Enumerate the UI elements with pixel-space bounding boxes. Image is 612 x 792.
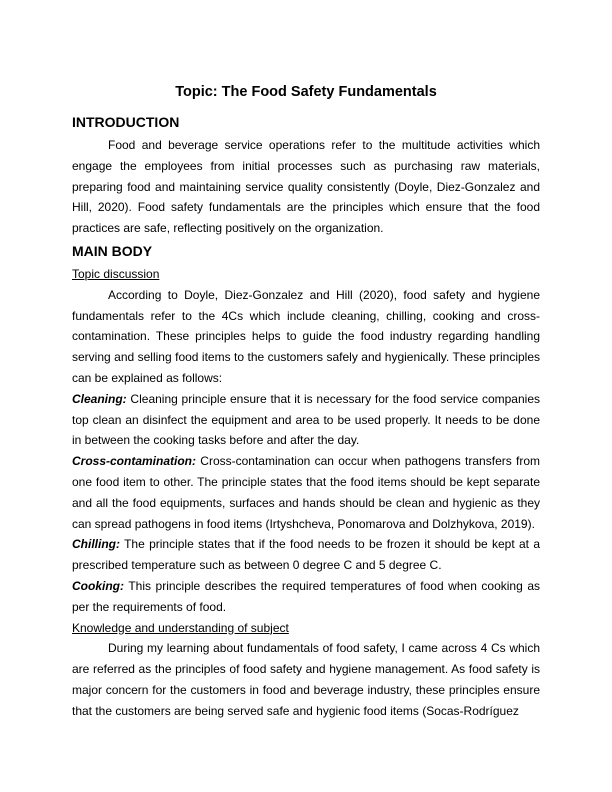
principle-text: Cleaning principle ensure that it is necessary for the food service companies top clean an disinfect the equipment and area to be used properly. It needs to be done in between the cooking tasks before and after the day. bbox=[72, 391, 540, 448]
document-content bbox=[72, 82, 540, 722]
knowledge-subheading: Knowledge and understanding of subject bbox=[72, 620, 289, 635]
principle-text: This principle describes the required temperatures of food when cooking as per the requirements of food. bbox=[72, 578, 540, 614]
principle-text: Cross-contamination can occur when pathogens transfers from one food item to other. The principle states that the food items should be kept separate and all the food equipments, surfaces and hands should be clean and hygienic as they can spread pathogens in food items (Irtyshcheva, Ponomarova and Dolzhykova, 2019). bbox=[72, 454, 540, 531]
principle-cooking bbox=[72, 576, 540, 618]
principle-term: Cleaning: bbox=[72, 391, 127, 406]
topic-discussion-paragraph: According to Doyle, Diez-Gonzalez and Hill (2020), food safety and hygiene fundamentals refer to the 4Cs which include cleaning, chilling, cooking and cross-contamination. These principles helps to guide the food industry regarding handling serving and selling food items to the customers safely and hygienically. These principles can be explained as follows: bbox=[72, 287, 540, 385]
document-title: Topic: The Food Safety Fundamentals bbox=[175, 84, 437, 100]
introduction-paragraph: Food and beverage service operations refer to the multitude activities which engage the employees from initial processes such as purchasing raw materials, preparing food and maintaining service quality consistently (Doyle, Diez-Gonzalez and Hill, 2020). Food safety fundamentals are the principles which ensure that the food practices are safe, reflecting positively on the organization. bbox=[72, 138, 540, 236]
principle-cross-contamination bbox=[72, 451, 540, 534]
principle-term: Chilling: bbox=[72, 537, 120, 552]
principle-text: The principle states that if the food needs to be frozen it should be kept at a prescribed temperature such as between 0 degree C and 5 degree C. bbox=[72, 537, 540, 573]
principle-chilling bbox=[72, 534, 540, 576]
knowledge-paragraph: During my learning about fundamentals of food safety, I came across 4 Cs which are referred as the principles of food safety and hygiene management. As food safety is major concern for the customers in food and beverage industry, these principles ensure that the customers are being served safe and hygienic food items (Socas-Rodríguez bbox=[72, 641, 540, 718]
introduction-heading: INTRODUCTION bbox=[72, 114, 180, 130]
main-body-heading: MAIN BODY bbox=[72, 242, 153, 259]
topic-discussion-subheading: Topic discussion bbox=[72, 266, 160, 281]
principle-term: Cross-contamination: bbox=[72, 454, 197, 469]
principle-cleaning bbox=[72, 389, 540, 451]
principle-term: Cooking: bbox=[72, 578, 124, 593]
